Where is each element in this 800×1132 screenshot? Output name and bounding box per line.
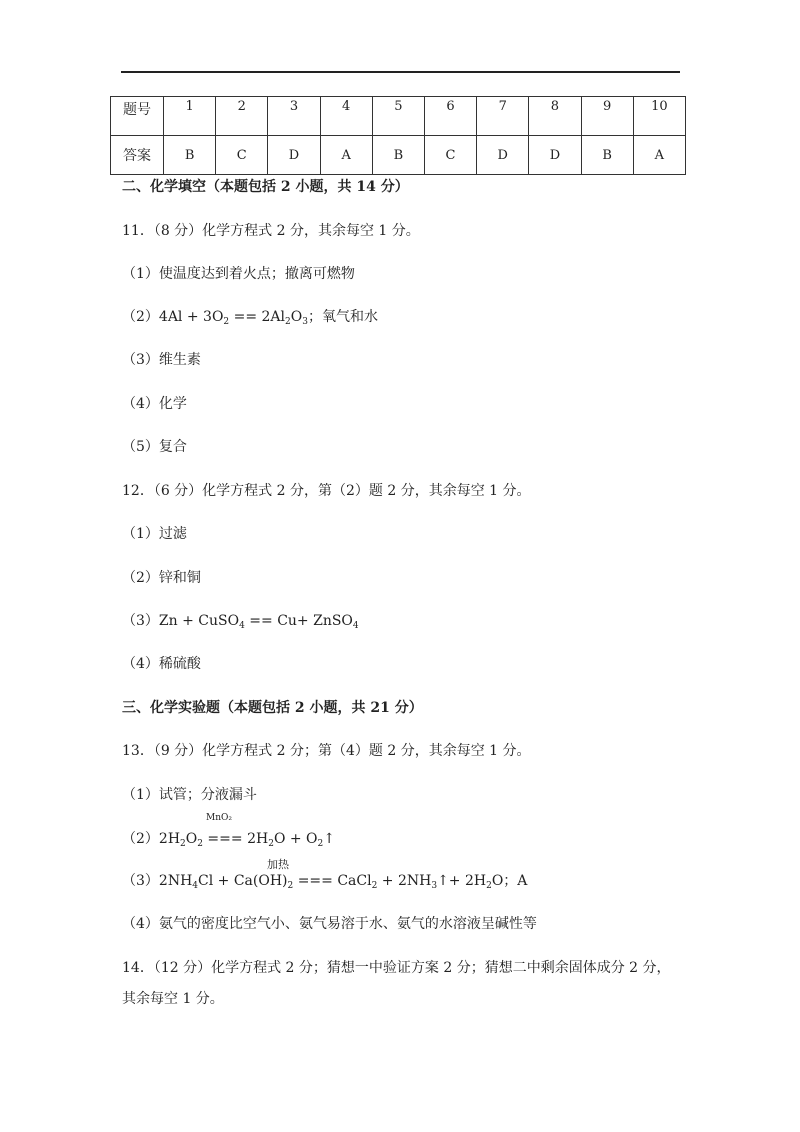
question-number: 5 [372,97,424,136]
heat-condition-label: 加热 [267,858,289,871]
q12-answer-2: （2）锌和铜 [122,570,201,586]
q14-intro-line-2: 其余每空 1 分。 [122,991,224,1007]
answer-cell: D [268,136,320,175]
q11-intro: 11．（8 分）化学方程式 2 分，其余每空 1 分。 [122,223,420,239]
section-2-title: 二、化学填空（本题包括 2 小题，共 14 分） [122,179,409,195]
q13-answer-3: $(3)2NH_4Cl + Ca(OH)_2$ === CaCl$_2$ + $2NH_3↑+ 2H_2O$；A [122,873,528,891]
row-header-answer: 答案 [111,136,164,175]
catalyst-label: MnO₂ [206,813,232,823]
table-row-answers [111,136,686,175]
answer-cell: C [424,136,476,175]
q14-intro-line-1: 14．（12 分）化学方程式 2 分；猜想一中验证方案 2 分；猜想二中剩余固体成分 2 分， [122,960,671,976]
table-row-numbers [111,97,686,136]
q13-answer-1: （1）试管；分液漏斗 [122,787,257,803]
question-number: 8 [529,97,581,136]
q11-answer-4: （4）化学 [122,396,187,412]
question-number: 10 [633,97,685,136]
answer-cell: A [320,136,372,175]
top-rule [121,71,680,73]
question-number: 1 [164,97,216,136]
q13-intro: 13．（9 分）化学方程式 2 分；第（4）题 2 分，其余每空 1 分。 [122,743,531,759]
q13-answer-4: （4）氨气的密度比空气小、氨气易溶于水、氨气的水溶液呈碱性等 [122,916,537,932]
answer-cell: C [216,136,268,175]
q12-answer-4: （4）稀硫酸 [122,656,201,672]
answer-table [110,96,686,175]
question-number: 6 [424,97,476,136]
q11-answer-2: $(2)4Al + 3O_2 == 2Al_2O_3$；氧气和水 [122,309,378,327]
q11-answer-3: （3）维生素 [122,352,201,368]
question-number: 4 [320,97,372,136]
question-number: 3 [268,97,320,136]
q12-answer-1: （1）过滤 [122,526,187,542]
q11-answer-1: （1）使温度达到着火点；撤离可燃物 [122,266,355,282]
q11-answer-5: （5）复合 [122,439,187,455]
answer-cell: D [529,136,581,175]
answer-cell: B [372,136,424,175]
answer-cell: D [477,136,529,175]
answer-cell: B [164,136,216,175]
question-number: 7 [477,97,529,136]
question-number: 2 [216,97,268,136]
question-number: 9 [581,97,633,136]
q12-answer-3: （3）Zn + CuSO$_4$ == Cu+ ZnSO$_4$ [122,613,359,631]
q13-answer-2: $(2)2H_2O_2$ === $2H_2O$ + $O_2↑$ [122,831,335,849]
q12-intro: 12．（6 分）化学方程式 2 分，第（2）题 2 分，其余每空 1 分。 [122,483,531,499]
answer-cell: B [581,136,633,175]
answer-cell: A [633,136,685,175]
row-header-number: 题号 [111,97,164,136]
section-3-title: 三、化学实验题（本题包括 2 小题，共 21 分） [122,700,423,716]
